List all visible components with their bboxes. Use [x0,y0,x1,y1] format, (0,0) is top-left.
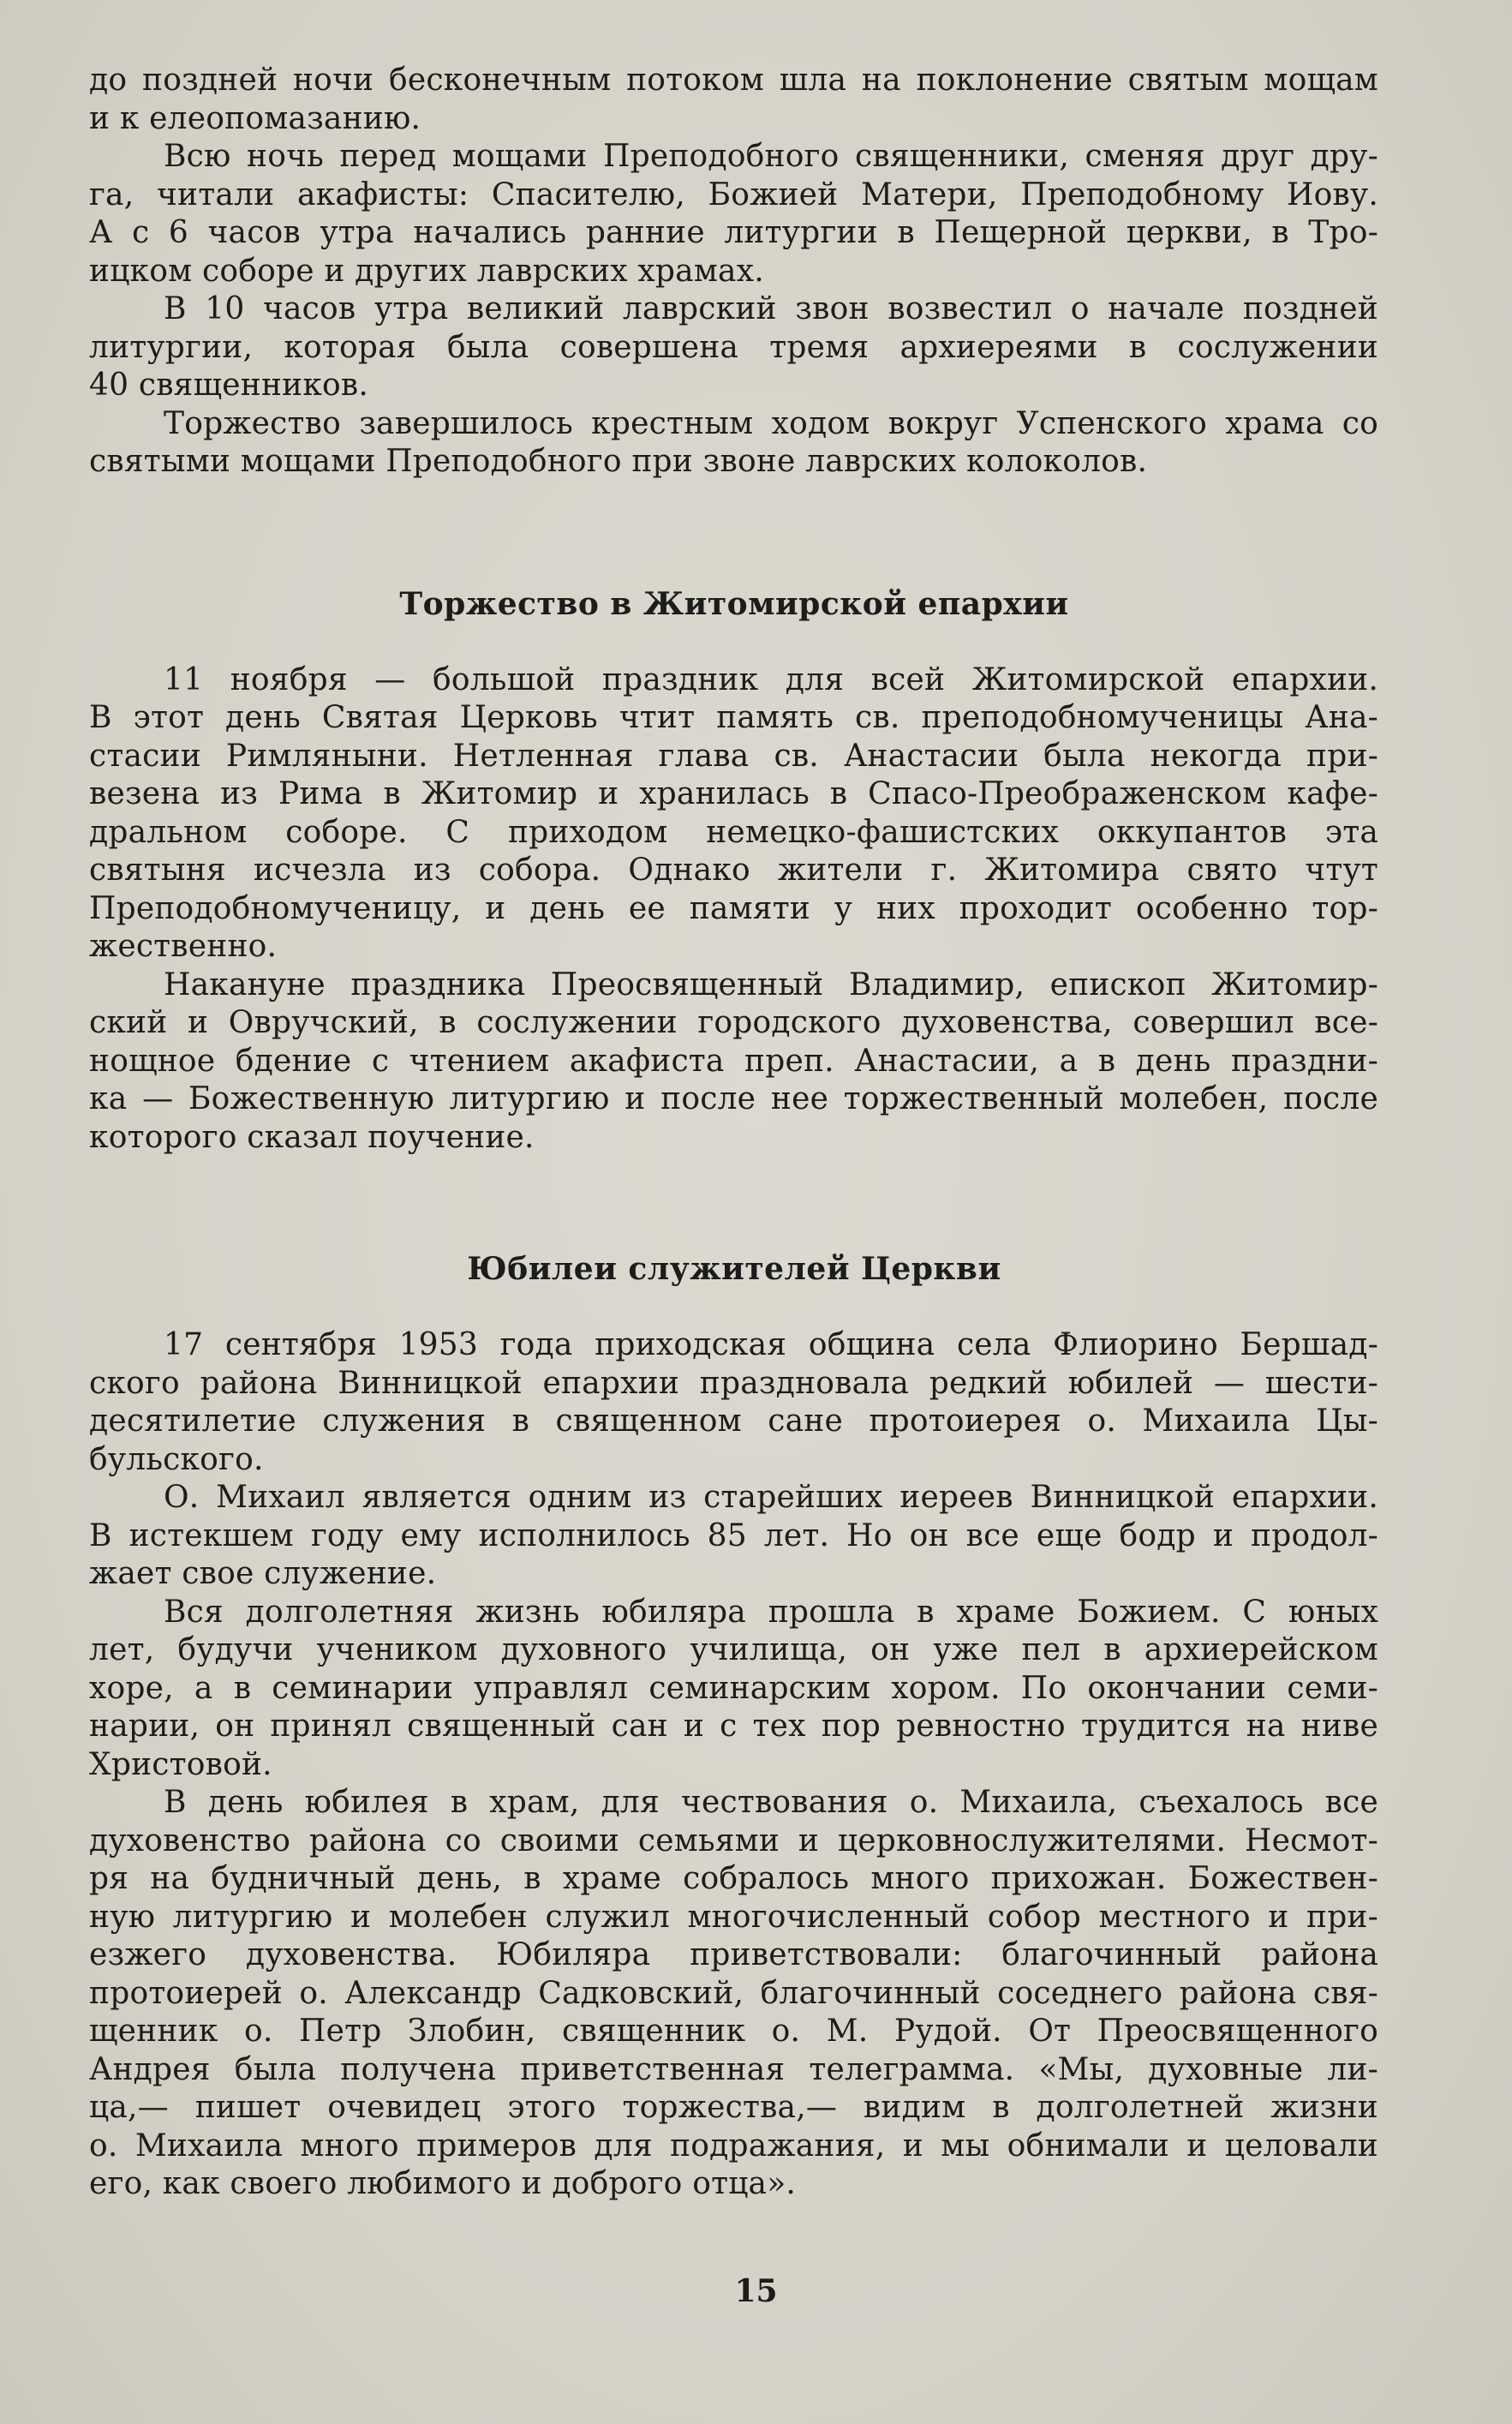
text-line: 17 сентября 1953 года приходская община села Флиорино Бершад- [164,1327,1378,1362]
text-line: Преподобномученицу, и день ее памяти у них проходит особенно тор- [89,890,1378,926]
text-line: лет, будучи учеником духовного училища, он уже пел в архиерейском [89,1632,1378,1667]
text-line: святыня исчезла из собора. Однако жители г. Житомира свято чтут [89,853,1378,888]
text-line: Андрея была получена приветственная телеграмма. «Мы, духовные ли- [89,2051,1378,2087]
text-line: Христовой. [89,1746,272,1782]
text-line: духовенство района со своими семьями и церковнослужителями. Несмот- [89,1822,1378,1858]
text-line: В истекшем году ему исполнилось 85 лет. Но он все еще бодр и продол- [89,1517,1378,1553]
text-line: 40 священников. [89,368,369,403]
text-line: ицком соборе и других лаврских храмах. [89,253,764,289]
text-line: ский и Овручский, в сослужении городского духовенства, совершил все- [89,1005,1378,1040]
text-line: о. Михаила много примеров для подражания, и мы обнимали и целовали [89,2128,1378,2164]
text-line: протоиерей о. Александр Садковский, благочинный соседнего района свя- [89,1975,1378,2011]
text-line: ца,— пишет очевидец этого торжества,— видим в долголетней жизни [89,2090,1378,2125]
text-line: Всю ночь перед мощами Преподобного священники, сменяя друг дру- [164,139,1378,174]
text-line: В 10 часов утра великий лаврский звон возвестил о начале поздней [164,291,1378,326]
text-line: дральном соборе. С приходом немецко-фашистских оккупантов эта [89,814,1378,850]
text-line: В день юбилея в храм, для чествования о. Михаила, съехалось все [164,1785,1378,1820]
section-title: Юбилеи служителей Церкви [467,1251,1001,1287]
text-line: 11 ноября — большой праздник для всей Житомирской епархии. [164,661,1378,697]
section-body [89,661,1378,1158]
text-line: Накануне праздника Преосвященный Владимир, епископ Житомир- [164,967,1378,1003]
text-line: хоре, а в семинарии управлял семинарским хором. По окончании семи- [89,1670,1378,1706]
text-line: щенник о. Петр Злобин, священник о. М. Рудой. От Преосвященного [89,2014,1378,2049]
text-line: до поздней ночи бесконечным потоком шла на поклонение святым мощам [89,63,1378,98]
text-line: которого сказал поучение. [89,1119,535,1155]
continued-text [89,62,1378,482]
page-number: 15 [734,2273,778,2309]
text-line: Вся долголетняя жизнь юбиляра прошла в храме Божием. С юных [164,1594,1378,1630]
text-line: Торжество завершилось крестным ходом вокруг Успенского храма со [164,405,1378,441]
text-line: везена из Рима в Житомир и хранилась в Спасо-Преображенском кафе- [89,776,1378,811]
text-line: езжего духовенства. Юбиляра приветствовали: благочинный района [89,1937,1378,1972]
text-line: его, как своего любимого и доброго отца». [89,2166,797,2201]
text-line: ка — Божественную литургию и после нее торжественный молебен, после [89,1081,1378,1116]
text-line: жественно. [89,929,278,964]
text-line: и к елеопомазанию. [89,100,421,136]
section-body [89,1326,1378,2204]
text-line: нощное бдение с чтением акафиста преп. Анастасии, а в день праздни- [89,1043,1378,1079]
text-line: литургии, которая была совершена тремя архиереями в сослужении [89,329,1378,365]
text-line: В этот день Святая Церковь чтит память св. преподобномученицы Ана- [89,700,1378,735]
text-line: жает свое служение. [89,1556,437,1591]
text-line: ского района Винницкой епархии праздновала редкий юбилей — шести- [89,1365,1378,1401]
text-line: нарии, он принял священный сан и с тех пор ревностно трудится на ниве [89,1709,1378,1744]
text-line: О. Михаил является одним из старейших иереев Винницкой епархии. [164,1480,1378,1515]
text-line: А с 6 часов утра начались ранние литургии в Пещерной церкви, в Тро- [89,215,1378,250]
text-line: ную литургию и молебен служил многочисленный собор местного и при- [89,1899,1378,1935]
text-line: га, читали акафисты: Спасителю, Божией Матери, Преподобному Иову. [89,177,1378,212]
text-line: святыми мощами Преподобного при звоне лаврских колоколов. [89,444,1148,479]
text-line: ря на будничный день, в храме собралось много прихожан. Божествен- [89,1861,1378,1896]
section-title: Торжество в Житомирской епархии [399,585,1069,622]
text-line: стасии Римляныни. Нетленная глава св. Анастасии была некогда при- [89,738,1378,774]
text-line: десятилетие служения в священном сане протоиерея о. Михаила Цы- [89,1404,1378,1439]
text-line: бульского. [89,1441,264,1477]
